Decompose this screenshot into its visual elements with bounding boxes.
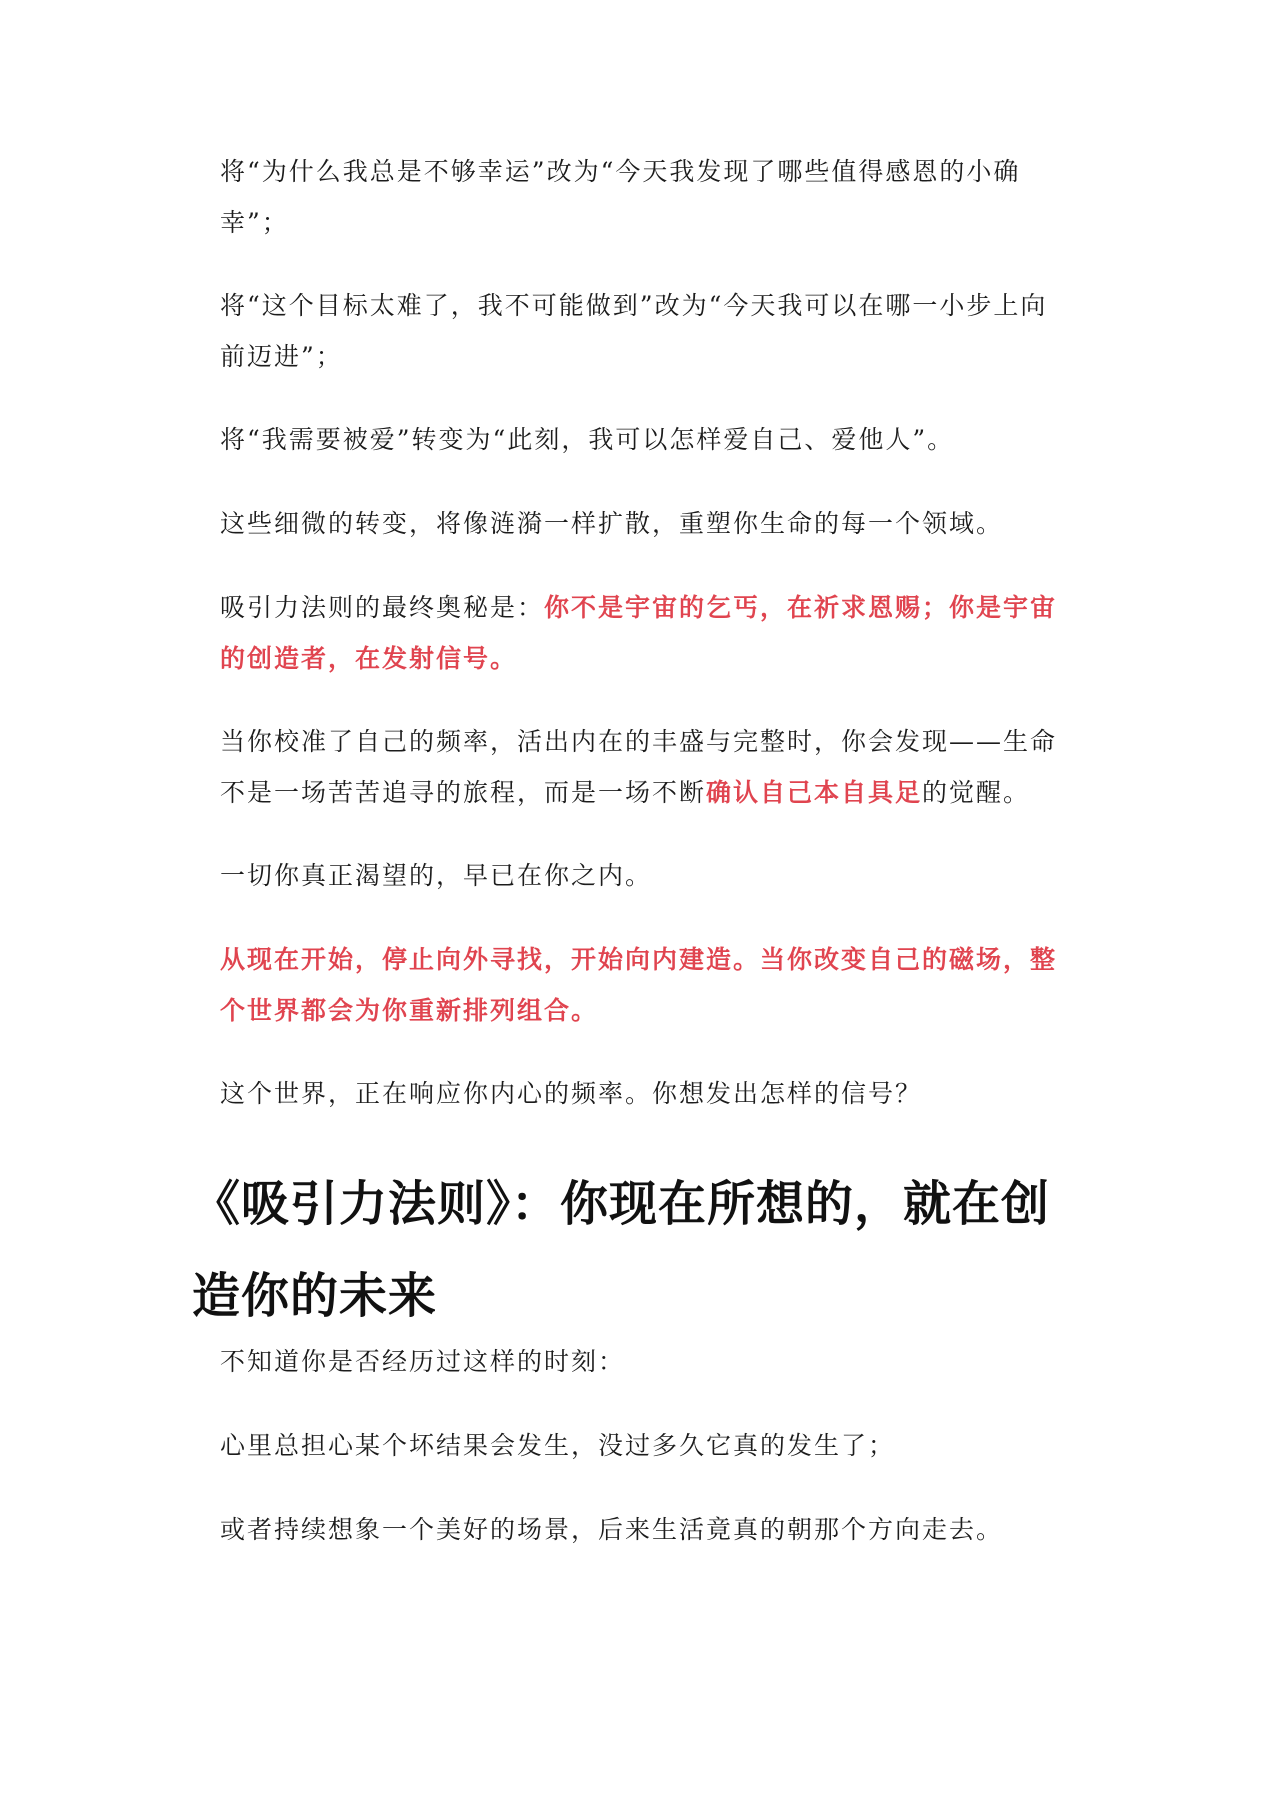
paragraph-signal-question	[220, 1068, 1070, 1119]
paragraph-moment-intro	[220, 1336, 1070, 1387]
paragraph-text: 心里总担心某个坏结果会发生，没过多久它真的发生了；	[220, 1431, 896, 1460]
paragraph-worry	[220, 1420, 1070, 1471]
paragraph-gratitude	[220, 146, 1070, 248]
paragraph-text: 的觉醒。	[922, 778, 1031, 807]
paragraph-small-step	[220, 280, 1070, 382]
paragraph-love	[220, 414, 1070, 465]
highlight-text: 你不是宇宙的乞丐，在祈求恩赐；你是宇宙的创造者，在发射信号。	[220, 593, 1058, 673]
paragraph-text: 这个世界，正在响应你内心的频率。你想发出怎样的信号？	[220, 1079, 923, 1108]
paragraph-text: 吸引力法则的最终奥秘是：	[220, 593, 545, 622]
paragraph-text: 将“我需要被爱”转变为“此刻，我可以怎样爱自己、爱他人”。	[220, 425, 955, 454]
paragraph-text: 或者持续想象一个美好的场景，后来生活竟真的朝那个方向走去。	[220, 1515, 1004, 1544]
paragraph-ultimate-secret	[220, 582, 1070, 684]
highlight-text: 确认自己本自具足	[706, 778, 923, 807]
paragraph-start-now	[220, 934, 1070, 1036]
paragraph-text: 当你校准了自己的频率，活出内在的丰盛与完整时，你会发现——生命不是一场苦苦追寻的旅程，而是一场不断	[220, 727, 1058, 807]
paragraph-text: 不知道你是否经历过这样的时刻：	[220, 1347, 626, 1376]
paragraph-text: 这些细微的转变，将像涟漪一样扩散，重塑你生命的每一个领域。	[220, 509, 1004, 538]
paragraph-text: 一切你真正渴望的，早已在你之内。	[220, 861, 653, 890]
paragraph-imagine	[220, 1504, 1070, 1555]
paragraph-within	[220, 850, 1070, 901]
paragraph-awakening	[220, 716, 1070, 818]
paragraph-text: 将“为什么我总是不够幸运”改为“今天我发现了哪些值得感恩的小确幸”；	[220, 157, 1021, 237]
paragraph-ripple	[220, 498, 1070, 549]
highlight-text: 从现在开始，停止向外寻找，开始向内建造。当你改变自己的磁场，整个世界都会为你重新排列组合。	[220, 945, 1058, 1025]
section-heading: 《吸引力法则》：你现在所想的，就在创造你的未来	[192, 1176, 1051, 1324]
paragraph-text: 将“这个目标太难了，我不可能做到”改为“今天我可以在哪一小步上向前迈进”；	[220, 291, 1048, 371]
